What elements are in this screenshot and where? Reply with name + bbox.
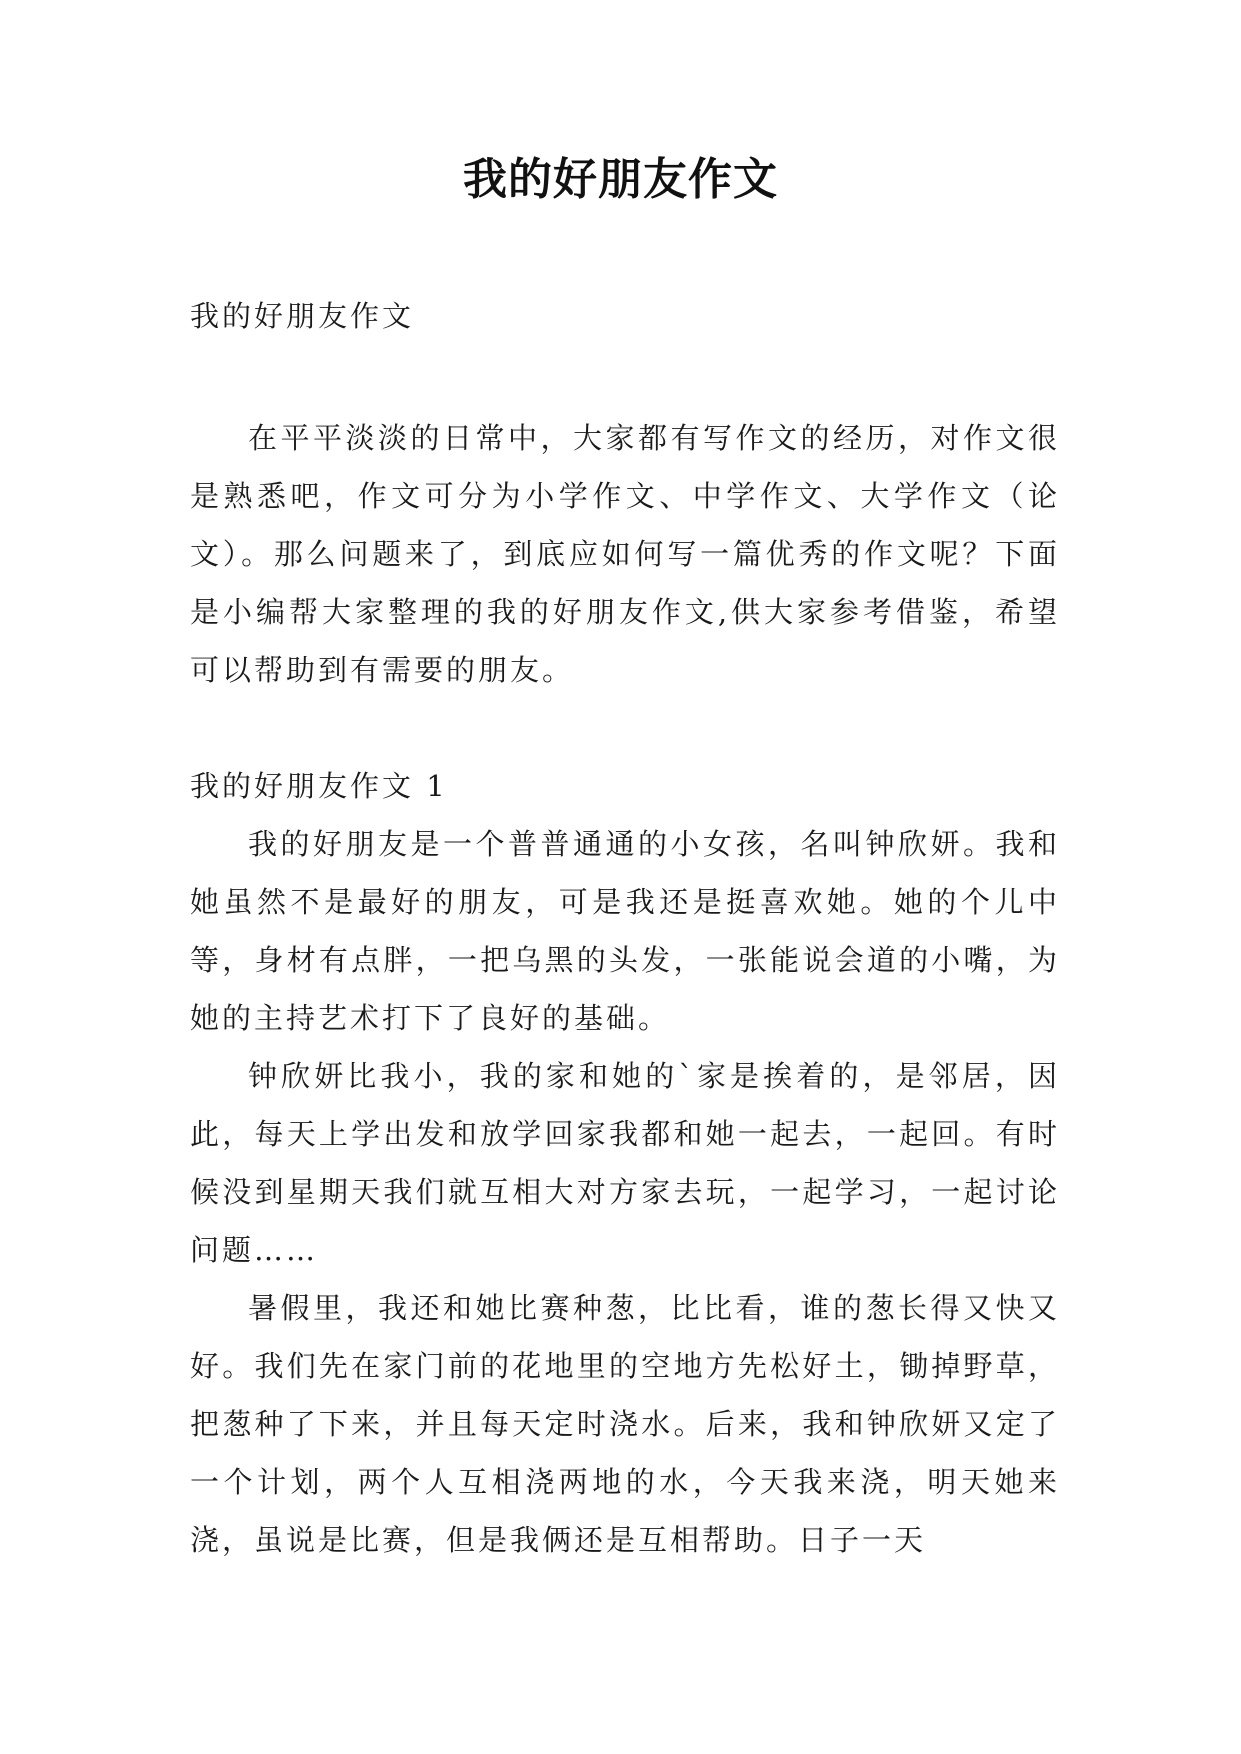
document-subtitle: 我的好朋友作文 bbox=[190, 299, 415, 333]
spacer bbox=[190, 345, 1060, 409]
intro-paragraph: 在平平淡淡的日常中，大家都有写作文的经历，对作文很是熟悉吧，作文可分为小学作文、中学作文、大学作文（论文）。那么问题来了，到底应如何写一篇优秀的作文呢？下面是小编帮大家整理的我的好朋友作文,供大家参考借鉴，希望可以帮助到有需要的朋友。 bbox=[190, 421, 1060, 687]
document-title: 我的好朋友作文 bbox=[463, 154, 778, 205]
spacer bbox=[190, 699, 1060, 757]
document-body bbox=[190, 287, 1060, 1569]
body-paragraph: 我的好朋友是一个普普通通的小女孩，名叫钟欣妍。我和她虽然不是最好的朋友，可是我还是挺喜欢她。她的个儿中等，身材有点胖，一把乌黑的头发，一张能说会道的小嘴，为她的主持艺术打下了良好的基础。 bbox=[190, 827, 1060, 1035]
body-paragraph: 暑假里，我还和她比赛种葱，比比看，谁的葱长得又快又好。我们先在家门前的花地里的空地方先松好土，锄掉野草，把葱种了下来，并且每天定时浇水。后来，我和钟欣妍又定了一个计划，两个人互相浇两地的水，今天我来浇，明天她来浇，虽说是比赛，但是我俩还是互相帮助。日子一天 bbox=[190, 1291, 1060, 1557]
body-paragraph: 钟欣妍比我小，我的家和她的`家是挨着的，是邻居，因此，每天上学出发和放学回家我都和她一起去，一起回。有时候没到星期天我们就互相大对方家去玩，一起学习，一起讨论问题…… bbox=[190, 1059, 1060, 1267]
section-title: 我的好朋友作文 1 bbox=[190, 769, 448, 803]
